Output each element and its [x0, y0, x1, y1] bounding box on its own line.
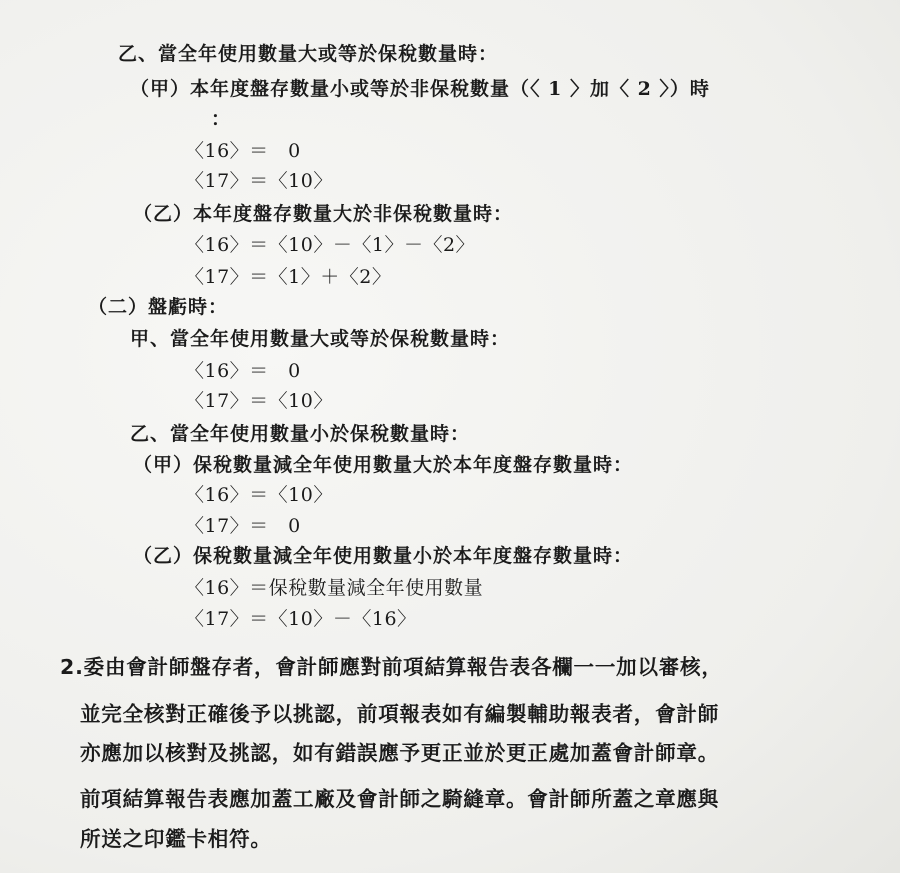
- part-2-b2-heading: （乙）保稅數量減全年使用數量小於本年度盤存數量時：: [133, 545, 634, 567]
- part-2-a-heading: 甲、當全年使用數量大或等於保稅數量時：: [130, 328, 511, 350]
- formula-16: 〈16〉＝ 0: [185, 360, 301, 382]
- formula-17: 〈17〉＝ 0: [185, 515, 301, 537]
- part-2-b-heading: 乙、當全年使用數量小於保稅數量時：: [130, 423, 471, 445]
- sub-a-heading: （甲）本年度盤存數量小或等於非保稅數量（〈 1 〉加〈 2 〉）時: [130, 78, 710, 100]
- sub-b-heading: （乙）本年度盤存數量大於非保稅數量時：: [133, 203, 514, 225]
- formula-17: 〈17〉＝〈10〉: [185, 170, 333, 192]
- formula-17: 〈17〉＝〈10〉－〈16〉: [185, 608, 417, 630]
- formula-16: 〈16〉＝〈10〉－〈1〉－〈2〉: [185, 234, 476, 256]
- item-2-line-3: 亦應加以核對及挑認，如有錯誤應予更正並於更正處加蓋會計師章。: [80, 741, 719, 765]
- item-2-line-5: 所送之印鑑卡相符。: [80, 827, 272, 851]
- part-2-b1-heading: （甲）保稅數量減全年使用數量大於本年度盤存數量時：: [133, 454, 634, 476]
- formula-16: 〈16〉＝〈10〉: [185, 484, 333, 506]
- sub-a-heading-colon: ：: [211, 108, 232, 130]
- section-b-heading: 乙、當全年使用數量大或等於保稅數量時：: [118, 43, 499, 65]
- formula-16: 〈16〉＝ 0: [185, 140, 301, 162]
- item-2-line-2: 並完全核對正確後予以挑認，前項報表如有編製輔助報表者，會計師: [80, 702, 719, 726]
- part-2-heading: （二）盤虧時：: [88, 296, 229, 318]
- item-2-line-4: 前項結算報告表應加蓋工廠及會計師之騎縫章。會計師所蓋之章應與: [80, 787, 719, 811]
- formula-16: 〈16〉＝保稅數量減全年使用數量: [185, 577, 484, 599]
- formula-17: 〈17〉＝〈1〉＋〈2〉: [185, 266, 392, 288]
- formula-17: 〈17〉＝〈10〉: [185, 390, 333, 412]
- item-2-line-1: 2.委由會計師盤存者，會計師應對前項結算報告表各欄一一加以審核，: [60, 655, 723, 679]
